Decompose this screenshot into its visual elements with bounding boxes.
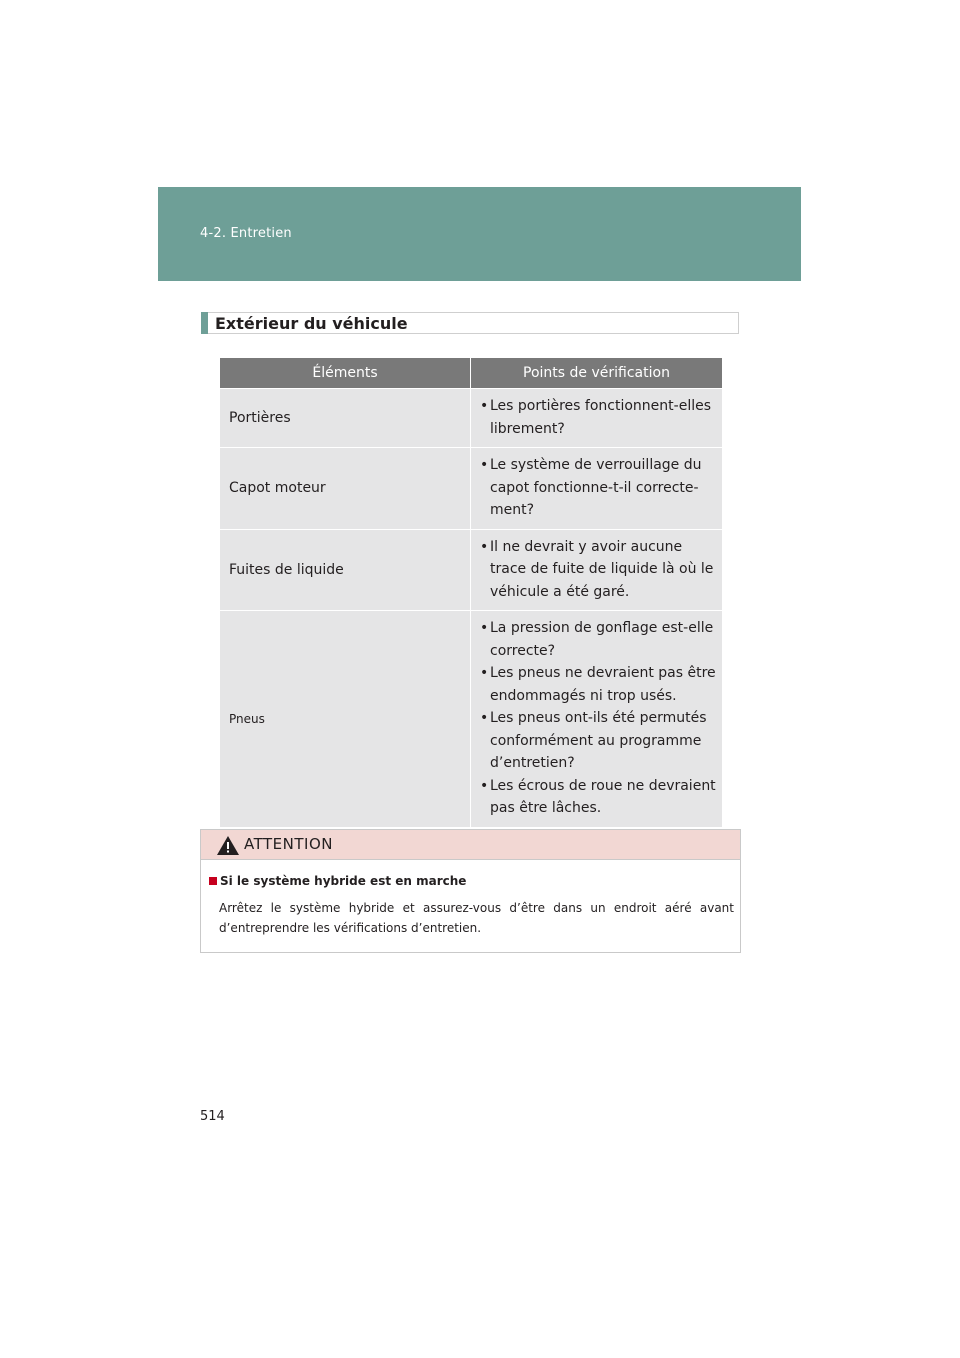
- row-points-tires: [471, 611, 723, 827]
- checkpoint-bullet: • Les pneus ont-ils été permutés conformément au programme d’entretien?: [480, 707, 718, 775]
- checkpoint-bullet: • Les portières fonctionnent-elles librement?: [480, 395, 718, 440]
- red-square-icon: [209, 877, 217, 885]
- attention-header: [201, 830, 740, 860]
- attention-label: ATTENTION: [244, 835, 333, 853]
- subsection-accent-bar: [201, 312, 208, 334]
- row-item-tires: Pneus: [220, 611, 471, 827]
- row-item-doors: Portières: [220, 389, 471, 448]
- checkpoint-bullet: • Les pneus ne devraient pas être endommagés ni trop usés.: [480, 662, 718, 707]
- row-item-hood: Capot moteur: [220, 448, 471, 530]
- attention-case-title: Si le système hybride est en marche: [209, 874, 466, 888]
- table-row: [220, 611, 722, 827]
- table-row: [220, 448, 722, 530]
- subsection-title: Extérieur du véhicule: [215, 314, 408, 333]
- page-number: 514: [200, 1109, 225, 1124]
- column-header-checkpoints: Points de vérification: [471, 358, 723, 389]
- row-points-doors: [471, 389, 723, 448]
- table-row: [220, 529, 722, 611]
- warning-triangle-icon: [216, 835, 240, 856]
- checkpoint-bullet: • Il ne devrait y avoir aucune trace de fuite de liquide là où le véhicule a été garé.: [480, 536, 718, 604]
- checkpoint-bullet: • Le système de verrouillage du capot fonctionne-t-il correcte-ment?: [480, 454, 718, 522]
- inspection-table: [220, 358, 722, 827]
- row-points-hood: [471, 448, 723, 530]
- attention-box: [200, 829, 741, 953]
- subsection-heading: [201, 312, 739, 334]
- checkpoint-bullet: • La pression de gonflage est-elle correcte?: [480, 617, 718, 662]
- table-header-row: [220, 358, 722, 389]
- column-header-items: Éléments: [220, 358, 471, 389]
- row-points-fluid-leaks: [471, 529, 723, 611]
- section-label: 4-2. Entretien: [200, 226, 292, 241]
- row-item-fluid-leaks: Fuites de liquide: [220, 529, 471, 611]
- table-row: [220, 389, 722, 448]
- attention-body: Arrêtez le système hybride et assurez-vous d’être dans un endroit aéré avant d’entreprendre les vérifications d’entretien.: [219, 901, 734, 935]
- checkpoint-bullet: • Les écrous de roue ne devraient pas être lâches.: [480, 775, 718, 820]
- header-band: [158, 187, 801, 281]
